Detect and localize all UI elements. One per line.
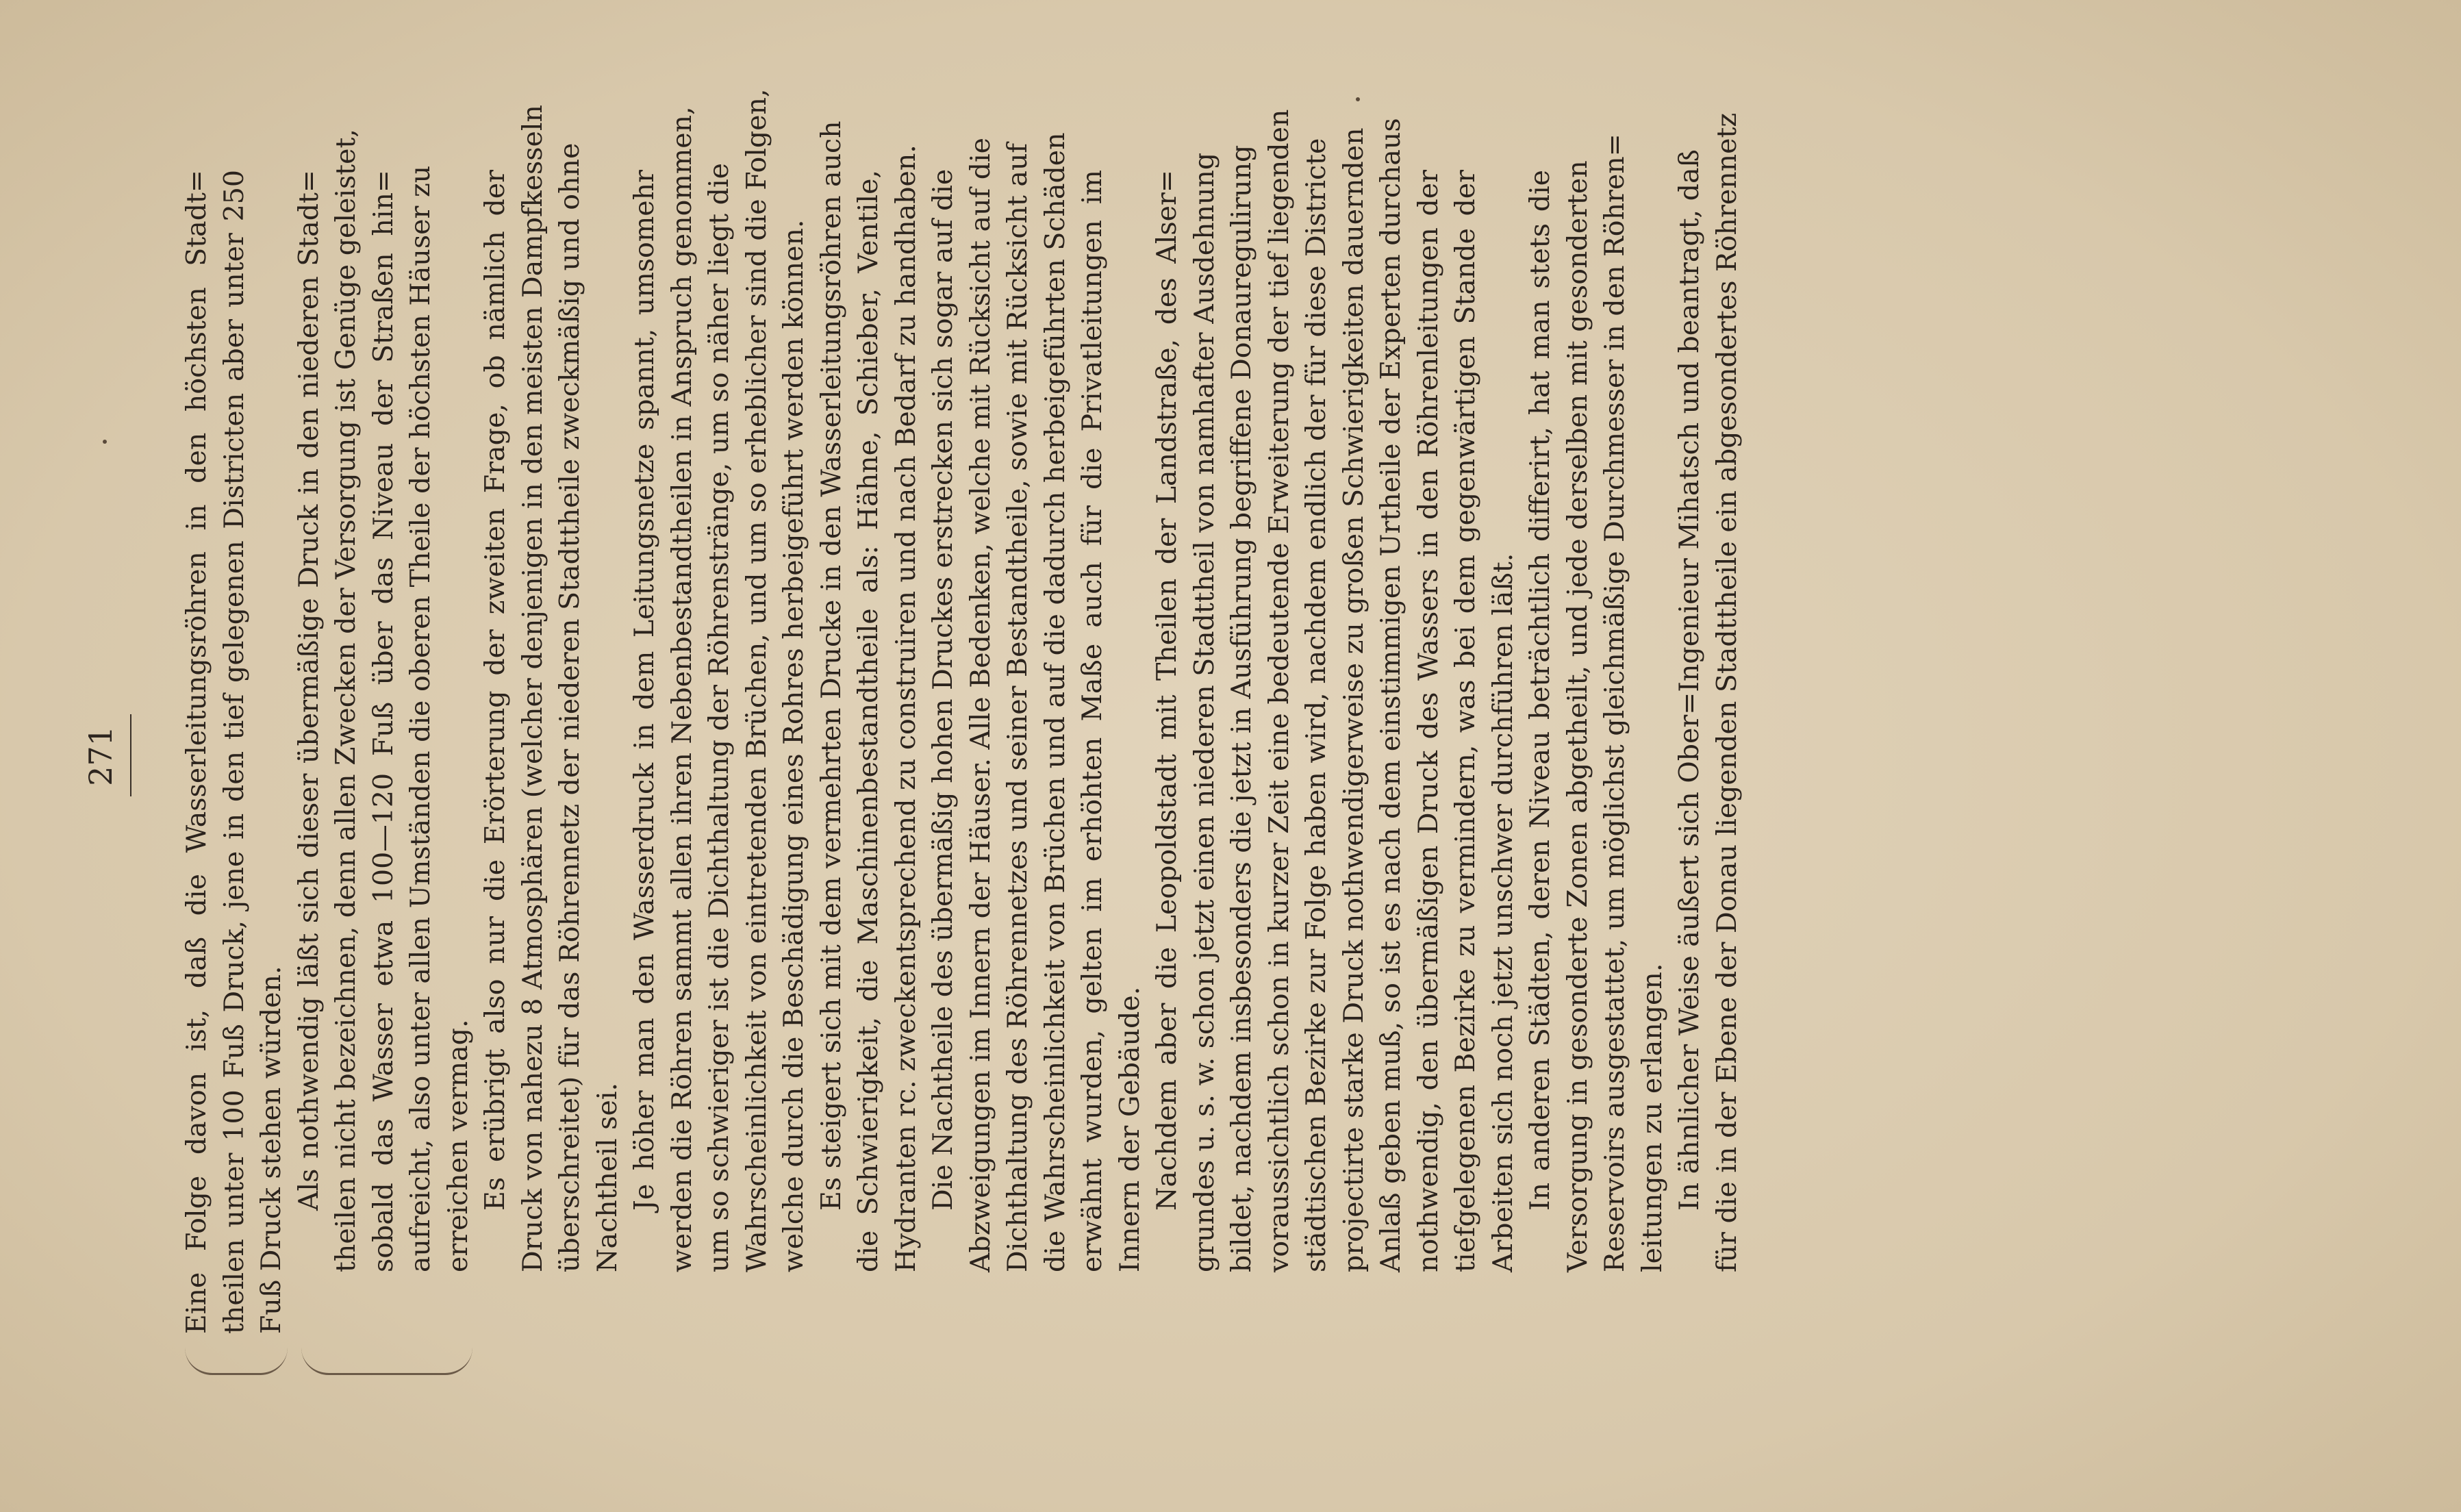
text-line: nothwendig, den übermäßigen Druck des Wassers in den Röhrenleitungen der bbox=[1412, 170, 1444, 1272]
text-line: Die Nachtheile des übermäßig hohen Druckes erstrecken sich sogar auf die bbox=[927, 168, 959, 1211]
text-line: Nachdem aber die Leopoldstadt mit Theilen der Landstraße, des Alser= bbox=[1151, 170, 1183, 1211]
paragraph bbox=[1148, 109, 1522, 1334]
text-line: um so schwieriger ist die Dichthaltung der Röhrenstränge, um so näher liegt die bbox=[703, 163, 735, 1272]
paragraph bbox=[924, 132, 1148, 1334]
text-line: Fuß Druck stehen würden. bbox=[255, 966, 287, 1334]
paragraph bbox=[626, 88, 813, 1334]
text-line: Wahrscheinlichkeit von eintretenden Brüchen, und um so erheblicher sind die Folgen, bbox=[740, 88, 772, 1272]
text-line: Als nothwendig läßt sich dieser übermäßige Druck in den niederen Stadt= bbox=[292, 170, 325, 1211]
text-line: Nachtheil sei. bbox=[591, 1082, 623, 1272]
text-line: Dichthaltung des Röhrennetzes und seiner Bestandtheile, sowie mit Rücksicht auf bbox=[1002, 142, 1033, 1272]
text-line: werden die Röhren sammt allen ihren Nebenbestandtheilen in Anspruch genommen, bbox=[666, 106, 698, 1272]
text-line: Hydranten rc. zweckentsprechend zu construiren und nach Bedarf zu handhaben. bbox=[889, 144, 922, 1272]
paragraph bbox=[477, 105, 626, 1334]
text-line: die Schwierigkeit, die Maschinenbestandtheile als: Hähne, Schieber, Ventile, bbox=[853, 170, 884, 1272]
text-line: Reservoirs ausgestattet, um möglichst gleichmäßige Durchmesser in den Röhren= bbox=[1599, 134, 1630, 1272]
text-line: voraussichtlich schon in kurzer Zeit eine bedeutende Erweiterung der tief liegenden bbox=[1263, 109, 1295, 1272]
page-number-rule bbox=[130, 714, 131, 796]
paragraph bbox=[813, 121, 925, 1334]
text-line: städtischen Bezirke zur Folge haben wird, nachdem endlich der für diese Districte bbox=[1300, 138, 1332, 1272]
print-speck bbox=[103, 440, 107, 444]
text-line: Anlaß geben muß, so ist es nach dem einstimmigen Urtheile der Experten durchaus bbox=[1375, 118, 1406, 1272]
text-line: projectirte starke Druck nothwendigerweise zu großen Schwierigkeiten dauernden bbox=[1337, 127, 1370, 1272]
text-line: Eine Folge davon ist, daß die Wasserleitungsröhren in den höchsten Stadt= bbox=[181, 170, 212, 1334]
text-line: Je höher man den Wasserdruck in dem Leitungsnetze spannt, umsomehr bbox=[629, 170, 660, 1211]
text-line: aufreicht, also unter allen Umständen die oberen Theile der höchsten Häuser zu bbox=[405, 165, 436, 1272]
text-line: erwähnt wurden, gelten im erhöhten Maße auch für die Privatleitungen im bbox=[1076, 170, 1108, 1272]
text-line: tiefgelegenen Bezirke zu vermindern, was bei dem gegenwärtigen Stande der bbox=[1450, 170, 1481, 1272]
text-line: Innern der Gebäude. bbox=[1113, 986, 1146, 1272]
text-line: für die in der Ebene der Donau liegenden Stadttheile ein abgesondertes Röhrennetz bbox=[1711, 112, 1743, 1272]
text-line: erreichen vermag. bbox=[442, 1019, 474, 1272]
text-line: grundes u. s. w. schon jetzt einen niederen Stadttheil von namhafter Ausdehnung bbox=[1188, 152, 1220, 1272]
text-line: Abzweigungen im Innern der Häuser. Alle Bedenken, welche mit Rücksicht auf die bbox=[964, 138, 996, 1272]
text-line: leitungen zu erlangen. bbox=[1636, 963, 1668, 1272]
text-line: bildet, nachdem insbesonders die jetzt in Ausführung begriffene Donauregulirung bbox=[1226, 144, 1257, 1272]
paragraph bbox=[1671, 112, 1745, 1334]
body-text bbox=[178, 88, 1745, 1334]
text-line: Es steigert sich mit dem vermehrten Drucke in den Wasserleitungsröhren auch bbox=[815, 121, 847, 1211]
text-line: überschreitet) für das Röhrennetz der niederen Stadttheile zweckmäßig und ohne bbox=[554, 142, 585, 1272]
text-line: sobald das Wasser etwa 100—120 Fuß über das Niveau der Straßen hin= bbox=[367, 170, 399, 1272]
text-line: Arbeiten sich noch jetzt unschwer durchführen läßt. bbox=[1487, 553, 1519, 1272]
text-line: theilen unter 100 Fuß Druck, jene in den tief gelegenen Districten aber unter 250 bbox=[218, 170, 250, 1334]
text-line: theilen nicht bezeichnen, denn allen Zwecken der Versorgung ist Genüge geleistet, bbox=[330, 129, 362, 1272]
text-line: In ähnlicher Weise äußert sich Ober=Ingenieur Mihatsch und beantragt, daß bbox=[1674, 149, 1705, 1211]
paragraph bbox=[1522, 134, 1671, 1334]
text-line: die Wahrscheinlichkeit von Brüchen und auf die dadurch herbeigeführten Schäden bbox=[1039, 132, 1071, 1272]
margin-bracket-2 bbox=[301, 1346, 472, 1375]
print-speck bbox=[1356, 97, 1360, 101]
text-line: welche durch die Beschädigung eines Rohres herbeigeführt werden können. bbox=[778, 219, 809, 1272]
text-line: Es erübrigt also nur die Erörterung der zweiten Frage, ob nämlich der bbox=[479, 170, 511, 1211]
page-number: 271 bbox=[82, 726, 119, 786]
margin-bracket-1 bbox=[185, 1346, 288, 1375]
text-line: Druck von nahezu 8 Atmosphären (welcher denjenigen in den meisten Dampfkesseln bbox=[516, 105, 548, 1272]
text-line: In anderen Städten, deren Niveau beträchtlich differirt, hat man stets die bbox=[1524, 170, 1556, 1211]
text-line: Versorgung in gesonderte Zonen abgetheilt, und jede derselben mit gesonderten bbox=[1561, 160, 1593, 1272]
paragraph bbox=[290, 129, 477, 1334]
paragraph bbox=[178, 170, 290, 1334]
